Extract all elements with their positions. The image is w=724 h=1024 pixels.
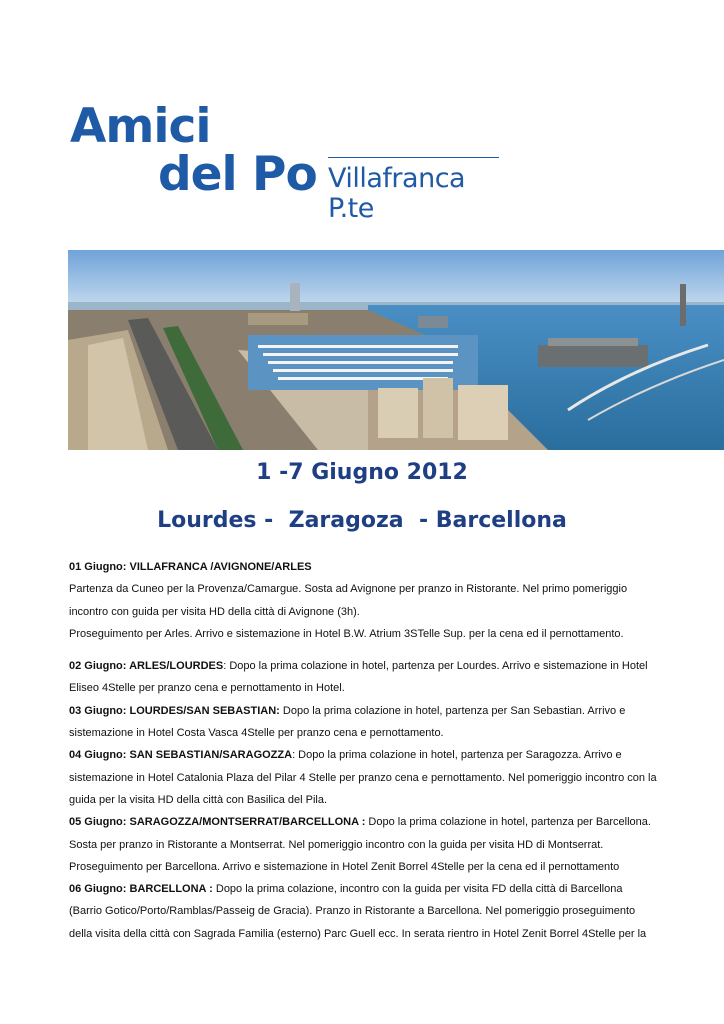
itinerary xyxy=(69,556,669,945)
day6-line3: della visita della città con Sagrada Familia (esterno) Parc Guell ecc. In serata rientro in Hotel Zenit Borrel 4Stelle per la xyxy=(69,927,647,940)
day6-line2: (Barrio Gotico/Porto/Ramblas/Passeig de Gracia). Pranzo in Ristorante a Barcellona. Nel pomeriggio proseguimento xyxy=(69,905,636,918)
amici-del-po-logo xyxy=(70,99,510,224)
day1-title: 01 Giugno: VILLAFRANCA /AVIGNONE/ARLES xyxy=(69,561,312,573)
trip-dates: 1 -7 Giugno 2012 xyxy=(256,460,468,485)
day1-line3: Proseguimento per Arles. Arrivo e sistemazione in Hotel B.W. Atrium 3STelle Sup. per la cena ed il pernottamento. xyxy=(69,627,624,640)
day3-line2: sistemazione in Hotel Costa Vasca 4Stelle per pranzo cena e pernottamento. xyxy=(69,727,444,740)
day4-line1: 04 Giugno: SAN SEBASTIAN/SARAGOZZA: Dopo la prima colazione in hotel, partenza per Saragozza. Arrivo e xyxy=(69,749,622,762)
day5-line1: 05 Giugno: SARAGOZZA/MONTSERRAT/BARCELLONA : Dopo la prima colazione in hotel, partenza per Barcellona. xyxy=(69,816,651,829)
trip-route: Lourdes - Zaragoza - Barcellona xyxy=(157,508,567,533)
day4-line3: guida per la visita HD della città con Basilica del Pila. xyxy=(69,793,328,806)
day2-line1: 02 Giugno: ARLES/LOURDES: Dopo la prima colazione in hotel, partenza per Lourdes. Arrivo e sistemazione in Hotel xyxy=(69,660,648,673)
day3-line1: 03 Giugno: LOURDES/SAN SEBASTIAN: Dopo la prima colazione in hotel, partenza per San Sebastian. Arrivo e xyxy=(69,704,626,717)
day4-line2: sistemazione in Hotel Catalonia Plaza del Pilar 4 Stelle per pranzo cena e pernottamento. Nel pomeriggio incontro con la xyxy=(69,771,657,784)
day1-line1: Partenza da Cuneo per la Provenza/Camargue. Sosta ad Avignone per pranzo in Ristorante. Nel primo pomeriggio xyxy=(69,583,628,596)
logo-subtitle: Villafranca P.te xyxy=(328,163,466,224)
logo-line-2: del Po xyxy=(158,147,317,202)
logo-line-1: Amici xyxy=(70,99,211,154)
day5-line3: Proseguimento per Barcellona. Arrivo e sistemazione in Hotel Zenit Borrel 4Stelle per la cena ed il pernottamento xyxy=(69,860,620,873)
day5-line2: Sosta per pranzo in Ristorante a Montserrat. Nel pomeriggio incontro con la guida per visita HD di Montserrat. xyxy=(69,838,604,851)
logo-rule xyxy=(328,157,499,158)
day1-line2: incontro con guida per visita HD della città di Avignone (3h). xyxy=(69,605,360,618)
barcelona-port-photo xyxy=(68,250,724,450)
day2-line2: Eliseo 4Stelle per pranzo cena e pernottamento in Hotel. xyxy=(69,682,345,695)
day6-line1: 06 Giugno: BARCELLONA : Dopo la prima colazione, incontro con la guida per visita FD della città di Barcellona xyxy=(69,883,623,896)
